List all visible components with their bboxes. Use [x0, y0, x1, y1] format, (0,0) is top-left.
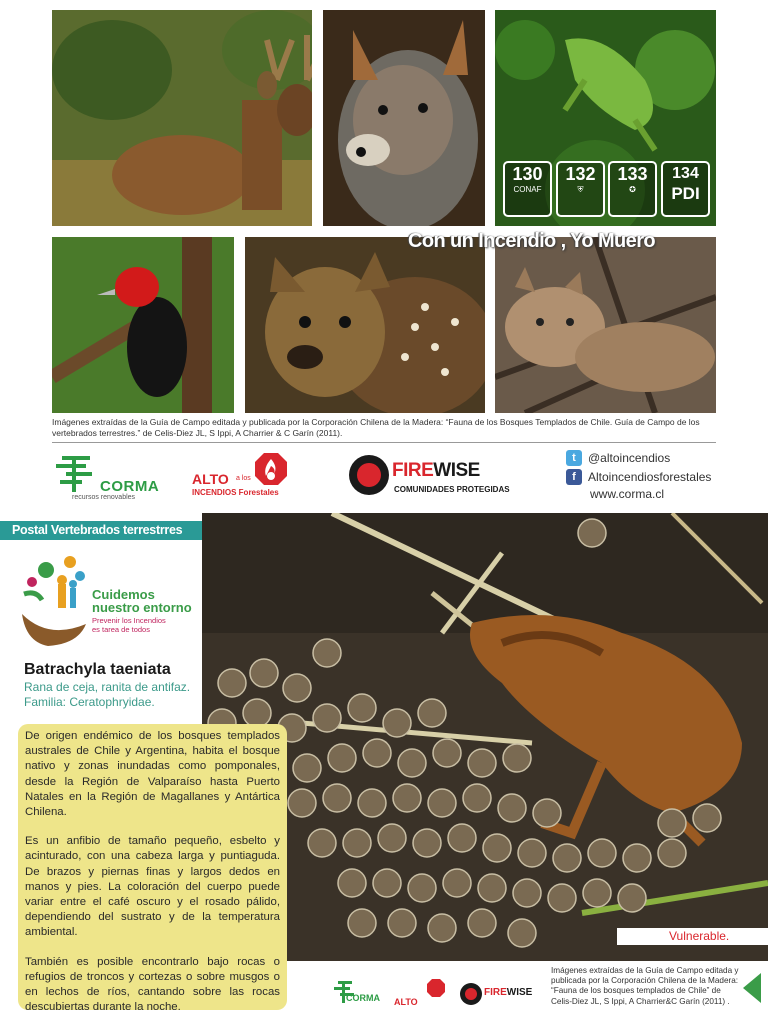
emergency-number-label: 134	[672, 165, 699, 182]
description-paragraph: Es un anfibio de tamaño pequeño, esbelto y acinturado, con una cabeza larga y puntiaguda. De brazos y piernas finas y largos dedos en manos y pies. La coloración del cuerpo puede variar entre el café oscuro y el rosado pálido, dependiendo del sustrato y de la temperatura ambiental.	[25, 835, 280, 939]
species-name: Batrachyla taeniata	[24, 661, 171, 678]
facebook-icon: f	[566, 469, 582, 485]
facebook-page: Altoincendiosforestales	[588, 470, 712, 484]
pudu-fawn-photo	[245, 237, 485, 413]
emergency-number-bomberos	[556, 161, 605, 217]
family-name: Familia: Ceratophryidae.	[24, 695, 155, 709]
emergency-org-label: CONAF	[513, 185, 542, 194]
facebook-page-link[interactable]	[566, 469, 711, 485]
alto-word: ALTO	[192, 471, 229, 487]
conservation-status: Vulnerable.	[617, 928, 768, 945]
stop-flame-icon	[254, 452, 288, 486]
campaign-sub-line1: Prevenir los Incendios	[92, 616, 166, 625]
firewise-circle-icon	[348, 454, 390, 496]
footer-firewise-wise: WISE	[506, 987, 533, 998]
emergency-number-label: 132	[565, 164, 596, 184]
website-url: www.corma.cl	[590, 487, 665, 501]
firewise-tagline: COMUNIDADES PROTEGIDAS	[394, 485, 510, 494]
puma-photo	[495, 237, 716, 413]
campaign-sub-line2: es tarea de todos	[92, 625, 150, 634]
huemul-deer-photo	[52, 10, 312, 226]
website-link[interactable]	[590, 487, 664, 501]
description-paragraph: De origen endémico de los bosques templados australes de Chile y Argentina, habita el bosque nativo y zonas inundadas como pomponales, desde la Región de Valparaíso hasta Puerto Natales en la Región de Magallanes y Antártica Chilena.	[25, 730, 280, 819]
firewise-wise-word: WISE	[433, 460, 480, 481]
firewise-wordmark	[392, 460, 480, 482]
bomberos-emblem-icon: ⛨	[577, 185, 584, 194]
emergency-number-label: 133	[617, 164, 648, 184]
footer-alto-word: ALTO	[394, 997, 418, 1007]
footer-corma-name: CORMA	[346, 993, 380, 1003]
fox-photo	[323, 10, 485, 226]
woodpecker-photo	[52, 237, 234, 413]
gallery-caption: Imágenes extraídas de la Guía de Campo editada y publicada por la Corporación Chilena de la Madera: “Fauna de los Bosques Templados de Chile. Guía de Campo de los vertebrados terrestres.” de Celis-Diez JL, S Ippi, A Charrier & C Garín (2011).	[52, 417, 700, 438]
campaign-title	[92, 588, 192, 614]
alto-subtitle: INCENDIOS Forestales	[192, 488, 279, 497]
corma-tagline: recursos renovables	[72, 494, 136, 501]
twitter-handle-link[interactable]	[566, 450, 670, 466]
carabineros-emblem-icon: ✪	[629, 185, 636, 194]
description-paragraph: También es posible encontrarlo bajo rocas o refugios de troncos y cortezas o sobre musgos o en lechos de ríos, cantando sobre las rocas descubiertas durante la noche.	[25, 955, 280, 1014]
species-description	[18, 724, 287, 1014]
alto-small-word: a los	[236, 475, 251, 482]
back-arrow-icon[interactable]	[743, 973, 763, 1003]
campaign-title-line2: nuestro entorno	[92, 600, 192, 615]
divider	[52, 442, 716, 443]
firewise-logo	[348, 452, 523, 500]
firewise-fire-word: FIRE	[392, 460, 434, 481]
postal-caption: Imágenes extraídas de la Guía de Campo editada y publicada por la Corporación Chilena de la Madera: “Fauna de los bosques templados de Chile” de Celis-Diez JL, S Ippi, A Charrier&C Garín (2011) .	[551, 966, 739, 1006]
footer-firewise-wordmark	[484, 987, 532, 998]
fire-slogan: Con un Incendio , Yo Muero	[408, 230, 655, 252]
emergency-org-label: PDI	[671, 184, 700, 203]
corma-name: CORMA	[100, 478, 160, 495]
footer-firewise-fire: FIRE	[484, 987, 507, 998]
emergency-number-carabineros	[608, 161, 657, 217]
emergency-number-pdi	[661, 161, 710, 217]
campaign-title-line1: Cuidemos	[92, 587, 155, 602]
twitter-handle: @altoincendios	[588, 451, 671, 465]
campaign-subtitle	[92, 616, 166, 634]
emergency-number-conaf	[503, 161, 552, 217]
corma-logo	[52, 450, 162, 504]
postal-header: Postal Vertebrados terrestrres	[0, 521, 202, 540]
footer-logos	[332, 975, 544, 1013]
emergency-number-label: 130	[512, 164, 543, 184]
family-hand-icon	[18, 552, 90, 650]
alto-incendios-logo	[192, 452, 292, 502]
corma-tree-icon	[52, 452, 102, 492]
common-name: Rana de ceja, ranita de antifaz.	[24, 680, 191, 694]
cuidemos-campaign-logo	[18, 552, 198, 652]
twitter-icon: t	[566, 450, 582, 466]
